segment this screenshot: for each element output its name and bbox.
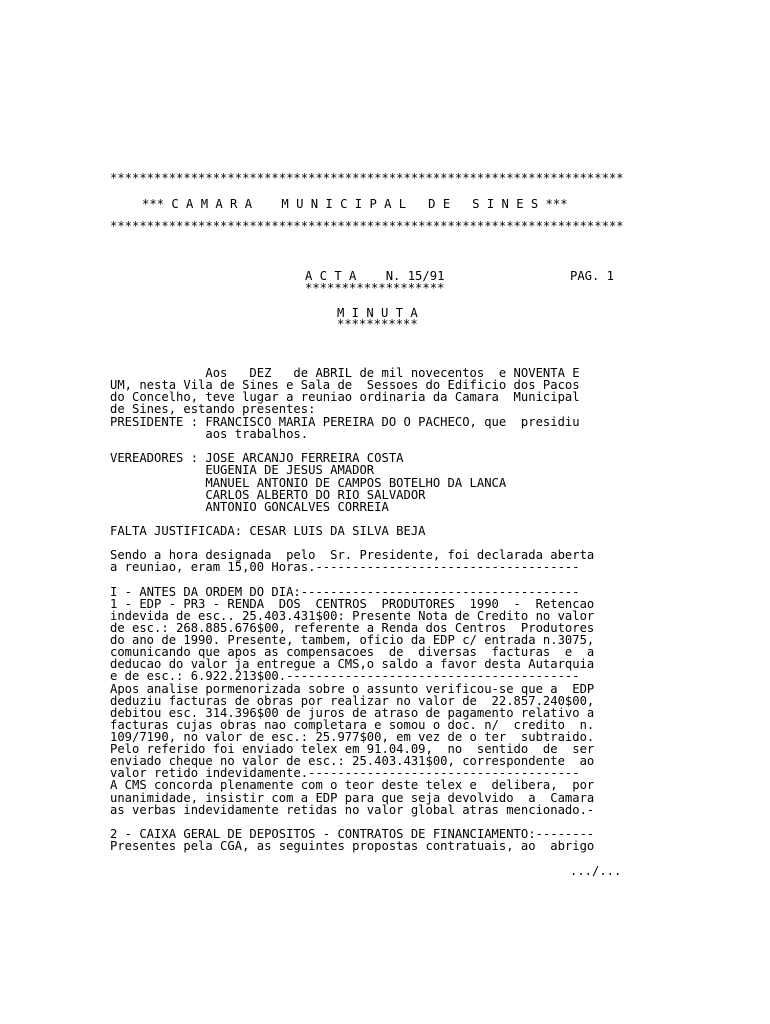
text-line: EUGENIA DE JESUS AMADOR [110, 463, 375, 477]
text-line: 2 - CAIXA GERAL DE DEPOSITOS - CONTRATOS DE FINANCIAMENTO:-------- [110, 827, 595, 841]
text-line: deducao do valor ja entregue a CMS,o saldo a favor desta Autarquia [110, 657, 595, 671]
text-line: Presentes pela CGA, as seguintes propostas contratuais, ao abrigo [110, 839, 595, 853]
header-stars-bottom: ********************************************************************** [110, 219, 624, 233]
text-line: debitou esc. 314.396$00 de juros de atraso de pagamento relativo a [110, 706, 595, 720]
falta-justificada: FALTA JUSTIFICADA: CESAR LUIS DA SILVA BEJA [110, 524, 426, 538]
text-line: as verbas indevidamente retidas no valor global atras mencionado.- [110, 803, 595, 817]
text-line: e de esc.: 6.922.213$00.---------------------------------------- [110, 669, 580, 683]
text-line: a reuniao, eram 15,00 Horas.------------------------------------ [110, 560, 580, 574]
text-line: Pelo referido foi enviado telex em 91.04.09, no sentido de ser [110, 742, 595, 756]
text-line: do ano de 1990. Presente, tambem, oficio da EDP c/ entrada n.3075, [110, 633, 595, 647]
text-line: Apos analise pormenorizada sobre o assunto verificou-se que a EDP [110, 682, 595, 696]
text-line: unanimidade, insistir com a EDP para que seja devolvido a Camara [110, 791, 595, 805]
text-line: indevida de esc.. 25.403.431$00: Presente Nota de Credito no valor [110, 609, 595, 623]
text-line: PRESIDENTE : FRANCISCO MARIA PEREIRA DO O PACHECO, que presidiu [110, 415, 580, 429]
text-line: 109/7190, no valor de esc.: 25.977$00, em vez de o ter subtraido. [110, 730, 595, 744]
text-line: de Sines, estando presentes: [110, 402, 316, 416]
text-line: comunicando que apos as compensacoes de diversas facturas e a [110, 645, 595, 659]
text-line: aos trabalhos. [110, 427, 309, 441]
page-number: PAG. 1 [570, 269, 615, 283]
text-line: Aos DEZ de ABRIL de mil novecentos e NOVENTA E [110, 366, 580, 380]
text-line: I - ANTES DA ORDEM DO DIA:-------------------------------------- [110, 585, 580, 599]
text-line: UM, nesta Vila de Sines e Sala de Sessoes do Edificio dos Pacos [110, 378, 580, 392]
minuta-title: M I N U T A [337, 306, 418, 320]
text-line: 1 - EDP - PR3 - RENDA DOS CENTROS PRODUTORES 1990 - Retencao [110, 597, 595, 611]
text-line: de esc.: 268.885.676$00, referente a Renda dos Centros Produtores [110, 621, 595, 635]
text-line: VEREADORES : JOSE ARCANJO FERREIRA COSTA [110, 451, 404, 465]
header-title: *** C A M A R A M U N I C I P A L D E S I N E S *** [142, 197, 568, 211]
minuta-underline: *********** [337, 317, 418, 331]
text-line: CARLOS ALBERTO DO RIO SALVADOR [110, 488, 426, 502]
text-line: valor retido indevidamente.------------------------------------- [110, 766, 580, 780]
header-stars-top: ********************************************************************** [110, 171, 624, 185]
continuation-mark: .../... [570, 864, 622, 878]
text-line: Sendo a hora designada pelo Sr. Presidente, foi declarada aberta [110, 548, 595, 562]
text-line: do Concelho, teve lugar a reuniao ordinaria da Camara Municipal [110, 390, 580, 404]
acta-number: A C T A N. 15/91 [305, 269, 445, 283]
acta-underline: ******************* [305, 281, 445, 295]
text-line: facturas cujas obras nao completara e somou o doc. n/ credito n. [110, 718, 595, 732]
text-line: A CMS concorda plenamente com o teor deste telex e delibera, por [110, 778, 595, 792]
text-line: MANUEL ANTONIO DE CAMPOS BOTELHO DA LANCA [110, 476, 507, 490]
text-line: deduziu facturas de obras por realizar no valor de 22.857.240$00, [110, 694, 595, 708]
text-line: enviado cheque no valor de esc.: 25.403.431$00, correspondente ao [110, 754, 595, 768]
text-line: ANTONIO GONCALVES CORREIA [110, 500, 389, 514]
